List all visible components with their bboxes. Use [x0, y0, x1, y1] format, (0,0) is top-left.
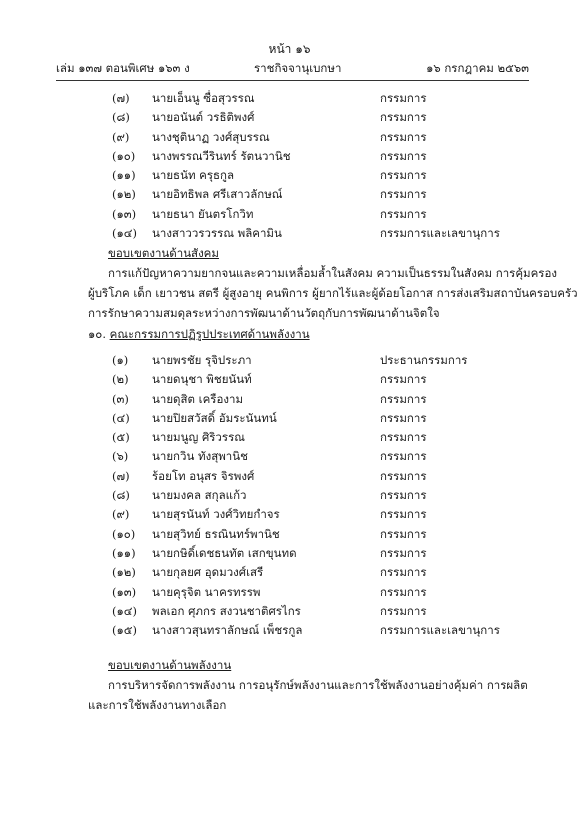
- member-row: [0, 447, 579, 466]
- committee-10-heading: [88, 325, 310, 344]
- member-role: กรรมการ: [380, 91, 427, 105]
- member-number: (๑๕): [112, 623, 137, 638]
- volume-issue: เล่ม ๑๓๗ ตอนพิเศษ ๑๖๓ ง: [56, 61, 190, 75]
- member-name: นายดุสิต เครืองาม: [152, 391, 244, 406]
- member-role: กรรมการ: [380, 187, 427, 202]
- member-role: กรรมการ: [380, 430, 427, 445]
- member-row: [0, 108, 579, 127]
- member-role: กรรมการ: [380, 168, 427, 183]
- member-number: (๓): [112, 391, 129, 406]
- member-row: [0, 486, 579, 505]
- member-number: (๑๐): [112, 148, 136, 163]
- member-row: [0, 185, 579, 204]
- member-role: กรรมการ: [380, 584, 427, 599]
- member-name: นายสุวิทย์ ธรณินทร์พานิช: [152, 526, 280, 541]
- scope-energy-line: และการใช้พลังงานทางเลือก: [88, 698, 227, 712]
- member-number: (๑๔): [112, 603, 137, 618]
- member-name: นายกษิดิ์เดชธนทัต เสกขุนทด: [152, 545, 297, 560]
- member-number: (๗): [112, 91, 130, 105]
- member-name: นายพรชัย รุจิประภา: [152, 353, 252, 367]
- member-number: (๒): [112, 372, 129, 387]
- member-role: กรรมการ: [380, 148, 427, 163]
- member-row: [0, 147, 579, 166]
- member-name: นายธนา ยันตรโกวิท: [152, 206, 254, 221]
- member-row: [0, 525, 579, 544]
- member-role: กรรมการ: [380, 468, 427, 483]
- member-number: (๔): [112, 410, 130, 425]
- member-row: [0, 205, 579, 224]
- scope-social-line: การแก้ปัญหาความยากจนและความเหลื่อมล้ำในสังคม ความเป็นธรรมในสังคม การคุ้มครอง: [108, 266, 558, 280]
- member-name: นางสาววรวรรณ พลิคามิน: [152, 226, 282, 241]
- scope-social-line: การรักษาความสมดุลระหว่างการพัฒนาด้านวัตถุกับการพัฒนาด้านจิตใจ: [88, 306, 440, 320]
- member-role: กรรมการและเลขานุการ: [380, 623, 500, 638]
- scope-energy-line: การบริหารจัดการพลังงาน การอนุรักษ์พลังงานและการใช้พลังงานอย่างคุ้มค่า การผลิต: [108, 678, 528, 692]
- member-role: กรรมการ: [380, 410, 427, 425]
- member-row: [0, 428, 579, 447]
- member-name: นายธนัท ครุธกูล: [152, 168, 235, 183]
- member-number: (๑๓): [112, 584, 137, 599]
- member-number: (๑๓): [112, 206, 137, 221]
- scope-social-line: ผู้บริโภค เด็ก เยาวชน สตรี ผู้สูงอายุ คนพิการ ผู้ยากไร้และผู้ด้อยโอกาส การส่งเสริมสถาบันครอบครัว: [88, 286, 578, 300]
- member-name: นางพรรณวีรินทร์ รัตนวานิช: [152, 148, 291, 163]
- member-name: นายคุรุจิต นาครทรรพ: [152, 584, 261, 599]
- member-name: ร้อยโท อนุสร จิรพงศ์: [152, 468, 255, 483]
- member-row: [0, 583, 579, 602]
- scope-energy-heading: ขอบเขตงานด้านพลังงาน: [108, 658, 232, 672]
- member-role: กรรมการ: [380, 206, 427, 221]
- member-name: นายอนันต์ วรธิติพงศ์: [152, 110, 255, 125]
- member-number: (๑๑): [112, 545, 136, 560]
- committee-number: ๑๐.: [88, 327, 106, 341]
- member-role: กรรมการ: [380, 391, 427, 406]
- member-name: นายอิทธิพล ศรีเสาวลักษณ์: [152, 187, 283, 202]
- member-name: นายปิยสวัสดิ์ อัมระนันทน์: [152, 410, 277, 425]
- member-role: กรรมการ: [380, 372, 427, 387]
- member-row: [0, 351, 579, 370]
- member-name: นางสาวสุนทราลักษณ์ เพ็ชรกูล: [152, 623, 303, 638]
- member-name: พลเอก ศุภกร สงวนชาติศรไกร: [152, 603, 301, 618]
- page-number: หน้า ๑๖: [268, 42, 311, 56]
- committee-10-member-list: [0, 351, 579, 640]
- member-row: [0, 390, 579, 409]
- member-number: (๖): [112, 449, 129, 464]
- member-number: (๙): [112, 507, 130, 522]
- member-number: (๑๐): [112, 526, 136, 541]
- publication-name: ราชกิจจานุเบกษา: [254, 61, 342, 75]
- committee-9-member-list: [0, 89, 579, 243]
- member-role: กรรมการ: [380, 603, 427, 618]
- member-role: กรรมการ: [380, 129, 427, 144]
- member-name: นายกุลยศ อุดมวงศ์เสรี: [152, 565, 264, 580]
- member-row: [0, 602, 579, 621]
- member-name: นายสุรนันท์ วงศ์วิทยกำจร: [152, 507, 280, 522]
- member-number: (๑๒): [112, 565, 136, 580]
- member-row: [0, 166, 579, 185]
- member-row: [0, 467, 579, 486]
- member-role: กรรมการ: [380, 526, 427, 541]
- member-row: [0, 544, 579, 563]
- member-name: นายมนูญ ศิริวรรณ: [152, 430, 245, 445]
- member-number: (๑๒): [112, 187, 136, 202]
- member-number: (๘): [112, 488, 130, 503]
- member-row: [0, 505, 579, 524]
- member-number: (๑): [112, 353, 129, 367]
- member-name: นางชุตินาฏ วงศ์สุบรรณ: [152, 129, 270, 144]
- member-number: (๙): [112, 129, 130, 144]
- member-name: นายเอ็นนู ซื่อสุวรรณ: [152, 91, 255, 105]
- header-divider: [56, 80, 529, 81]
- member-role: กรรมการ: [380, 449, 427, 464]
- member-number: (๑๔): [112, 226, 137, 241]
- member-number: (๕): [112, 430, 130, 445]
- member-role: กรรมการ: [380, 507, 427, 522]
- member-role: กรรมการ: [380, 565, 427, 580]
- scope-social-heading: ขอบเขตงานด้านสังคม: [108, 246, 219, 260]
- committee-title: คณะกรรมการปฏิรูปประเทศด้านพลังงาน: [109, 327, 310, 341]
- gazette-header: [56, 60, 529, 76]
- member-role: กรรมการ: [380, 110, 427, 125]
- member-name: นายมงคล สกุลแก้ว: [152, 488, 247, 503]
- member-role: ประธานกรรมการ: [380, 353, 468, 367]
- member-name: นายกวิน ทังสุพานิช: [152, 449, 248, 464]
- member-row: [0, 409, 579, 428]
- member-role: กรรมการ: [380, 545, 427, 560]
- publication-date: ๑๖ กรกฎาคม ๒๕๖๓: [426, 61, 529, 75]
- member-number: (๑๑): [112, 168, 136, 183]
- member-role: กรรมการ: [380, 488, 427, 503]
- member-row: [0, 128, 579, 147]
- member-row: [0, 89, 579, 108]
- member-number: (๗): [112, 468, 130, 483]
- member-row: [0, 224, 579, 243]
- member-row: [0, 621, 579, 640]
- member-name: นายดนุชา พิชยนันท์: [152, 372, 252, 387]
- member-role: กรรมการและเลขานุการ: [380, 226, 500, 241]
- member-number: (๘): [112, 110, 130, 125]
- member-row: [0, 370, 579, 389]
- member-row: [0, 563, 579, 582]
